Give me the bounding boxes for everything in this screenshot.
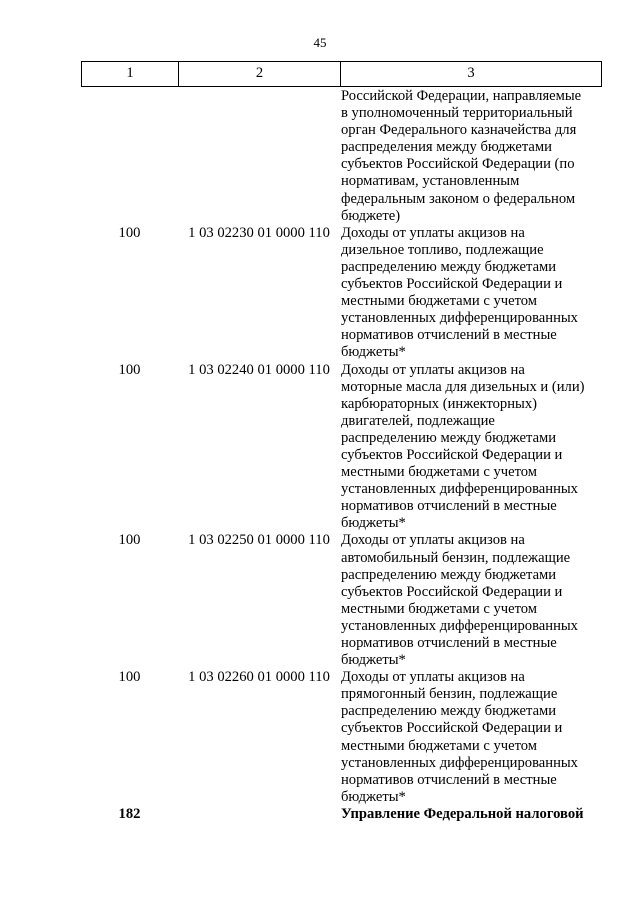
description-line: распределению между бюджетами	[341, 258, 557, 275]
row-budget-code: 1 03 02260 01 0000 110	[188, 669, 330, 686]
row-description	[341, 88, 603, 225]
description-line: бюджете)	[341, 207, 401, 224]
description-line: установленных дифференцированных	[341, 481, 578, 498]
row-admin-code: 100	[118, 361, 141, 378]
description-line: Доходы от уплаты акцизов на	[341, 361, 525, 378]
description-line: бюджеты*	[341, 788, 406, 805]
description-line: федеральным законом о федеральном	[341, 190, 576, 207]
row-description	[341, 362, 603, 533]
description-line: орган Федерального казначейства для	[341, 122, 577, 139]
description-line: в уполномоченный территориальный	[341, 105, 573, 122]
table-body	[0, 88, 640, 823]
description-line: бюджеты*	[341, 652, 406, 669]
description-line: установленных дифференцированных	[341, 617, 578, 634]
description-line: распределению между бюджетами	[341, 429, 557, 446]
description-line: распределению между бюджетами	[341, 703, 557, 720]
description-line: субъектов Российской Федерации и	[341, 720, 563, 737]
description-line: субъектов Российской Федерации и	[341, 276, 563, 293]
row-description	[341, 806, 603, 823]
description-line: дизельное топливо, подлежащие	[341, 241, 544, 258]
description-line: бюджеты*	[341, 515, 406, 532]
description-line: карбюраторных (инжекторных)	[341, 395, 538, 412]
row-description	[341, 532, 603, 669]
description-line: нормативов отчислений в местные	[341, 498, 557, 515]
description-line: автомобильный бензин, подлежащие	[341, 549, 571, 566]
description-line: нормативам, установленным	[341, 173, 520, 190]
row-budget-code: 1 03 02230 01 0000 110	[188, 224, 330, 241]
row-admin-code: 100	[118, 532, 141, 549]
description-line: бюджеты*	[341, 344, 406, 361]
description-line: субъектов Российской Федерации (по	[341, 156, 575, 173]
table-row	[0, 362, 640, 533]
description-line: нормативов отчислений в местные	[341, 327, 557, 344]
description-line: нормативов отчислений в местные	[341, 635, 557, 651]
header-cell-col3: 3	[467, 65, 475, 82]
page-number: 45	[313, 35, 327, 50]
row-description	[341, 669, 603, 806]
description-line: местными бюджетами с учетом	[341, 737, 538, 754]
description-line: местными бюджетами с учетом	[341, 293, 538, 310]
header-cell-col2: 2	[179, 62, 341, 86]
table-header	[81, 61, 602, 87]
description-line: распределению между бюджетами	[341, 566, 557, 583]
description-line: установленных дифференцированных	[341, 754, 578, 771]
row-admin-code: 182	[118, 805, 141, 822]
description-line: субъектов Российской Федерации и	[341, 583, 563, 600]
description-line: установленных дифференцированных	[341, 310, 578, 327]
description-line: Российской Федерации, направляемые	[341, 88, 582, 104]
description-line: моторные масла для дизельных и (или)	[341, 378, 585, 395]
description-line: двигателей, подлежащие	[341, 412, 495, 429]
table-row	[0, 669, 640, 806]
row-admin-code: 100	[118, 669, 141, 686]
description-line: распределения между бюджетами	[341, 139, 552, 156]
row-budget-code: 1 03 02250 01 0000 110	[188, 532, 330, 549]
description-line: нормативов отчислений в местные	[341, 771, 557, 788]
row-budget-code: 1 03 02240 01 0000 110	[188, 361, 330, 378]
header-cell-col1: 1	[82, 62, 179, 86]
table-row	[0, 806, 640, 823]
table-row	[0, 532, 640, 669]
description-line: Управление Федеральной налоговой	[341, 805, 584, 822]
description-line: Доходы от уплаты акцизов на	[341, 669, 525, 686]
description-line: местными бюджетами с учетом	[341, 600, 538, 617]
description-line: местными бюджетами с учетом	[341, 464, 538, 481]
description-line: прямогонный бензин, подлежащие	[341, 686, 558, 703]
table-row	[0, 88, 640, 225]
description-line: субъектов Российской Федерации и	[341, 446, 563, 463]
description-line: Доходы от уплаты акцизов на	[341, 532, 525, 549]
row-admin-code: 100	[118, 224, 141, 241]
table-row	[0, 225, 640, 362]
description-line: Доходы от уплаты акцизов на	[341, 224, 525, 241]
row-description	[341, 225, 603, 362]
